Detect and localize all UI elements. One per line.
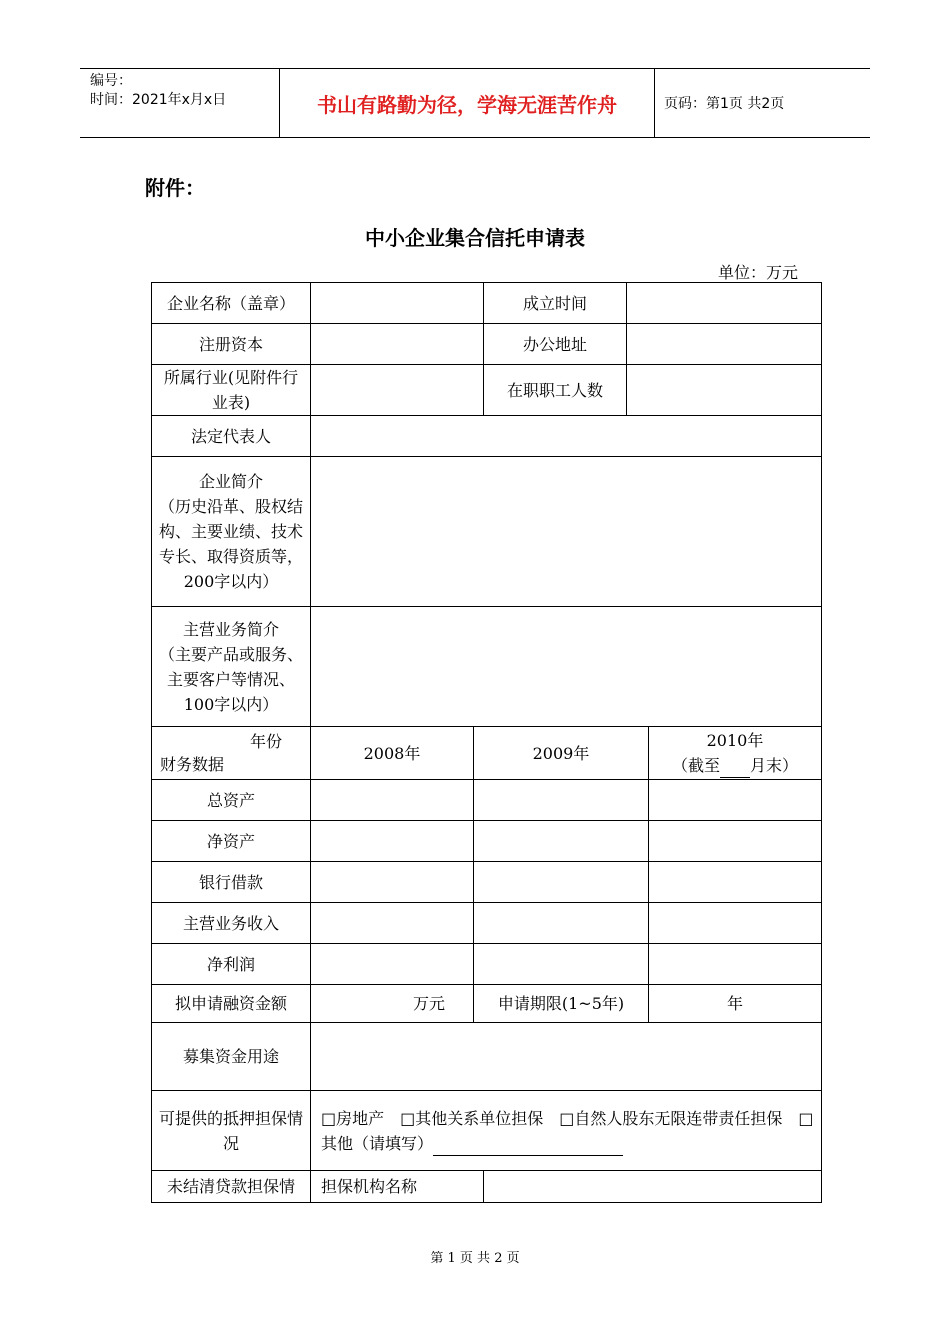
cell-2010[interactable] bbox=[649, 862, 822, 903]
form-title: 中小企业集合信托申请表 bbox=[365, 226, 585, 250]
label-reg-capital: 注册资本 bbox=[152, 324, 311, 365]
wan-yuan-unit: 万元 bbox=[412, 994, 445, 1013]
cell-2010[interactable] bbox=[649, 944, 822, 985]
cell-2010[interactable] bbox=[649, 903, 822, 944]
label-legal-rep: 法定代表人 bbox=[152, 416, 311, 457]
field-guarantor[interactable] bbox=[484, 1171, 822, 1203]
time-label: 时间：2021年x月x日 bbox=[90, 92, 227, 108]
field-business-profile[interactable] bbox=[311, 607, 822, 727]
row-label-net-assets: 净资产 bbox=[152, 821, 311, 862]
field-industry[interactable] bbox=[311, 365, 484, 416]
month-blank[interactable] bbox=[720, 759, 750, 778]
year-2010-label: 2010年 bbox=[706, 731, 764, 750]
label-industry: 所属行业(见附件行业表) bbox=[152, 365, 311, 416]
page-footer: 第 1 页 共 2 页 bbox=[430, 1251, 520, 1266]
note-prefix: （截至 bbox=[671, 756, 720, 775]
year-2010-note bbox=[653, 753, 817, 778]
application-form bbox=[151, 282, 822, 1203]
field-company-name[interactable] bbox=[311, 283, 484, 324]
field-founded[interactable] bbox=[627, 283, 822, 324]
number-label: 编号： bbox=[90, 73, 132, 89]
business-desc: （主要产品或服务、主要客户等情况、100字以内） bbox=[158, 644, 303, 714]
label-company-profile bbox=[152, 457, 311, 607]
year-unit: 年 bbox=[726, 994, 743, 1013]
label-guarantor: 担保机构名称 bbox=[311, 1171, 484, 1203]
label-collateral: 可提供的抵押担保情况 bbox=[152, 1091, 311, 1171]
cell-2009[interactable] bbox=[474, 821, 649, 862]
financial-header-cell bbox=[152, 727, 311, 780]
label-fund-use: 募集资金用途 bbox=[152, 1023, 311, 1091]
field-office-address[interactable] bbox=[627, 324, 822, 365]
cell-2008[interactable] bbox=[311, 903, 474, 944]
profile-desc: （历史沿革、股权结构、主要业绩、技术专长、取得资质等，200字以内） bbox=[158, 497, 303, 591]
label-outstanding-loans: 未结清贷款担保情 bbox=[152, 1171, 311, 1203]
cell-2008[interactable] bbox=[311, 862, 474, 903]
cell-2009[interactable] bbox=[474, 944, 649, 985]
header-page-info: 页码：第1页 共2页 bbox=[664, 96, 785, 112]
field-legal-rep[interactable] bbox=[311, 416, 822, 457]
field-reg-capital[interactable] bbox=[311, 324, 484, 365]
attachment-label: 附件： bbox=[145, 176, 205, 200]
year-header-label: 年份 bbox=[249, 732, 282, 751]
collateral-options-text: □房地产 □其他关系单位担保 □自然人股东无限连带责任担保 □其他（请填写） bbox=[321, 1108, 814, 1153]
field-fund-use[interactable] bbox=[311, 1023, 822, 1091]
label-business-profile bbox=[152, 607, 311, 727]
cell-2009[interactable] bbox=[474, 862, 649, 903]
page-header bbox=[80, 68, 870, 138]
year-2010 bbox=[649, 727, 822, 780]
cell-2008[interactable] bbox=[311, 821, 474, 862]
cell-2008[interactable] bbox=[311, 944, 474, 985]
unit-label: 单位：万元 bbox=[718, 263, 799, 282]
header-meta bbox=[80, 69, 280, 137]
row-label-net-profit: 净利润 bbox=[152, 944, 311, 985]
field-term[interactable] bbox=[649, 985, 822, 1023]
field-company-profile[interactable] bbox=[311, 457, 822, 607]
label-company-name: 企业名称（盖章） bbox=[152, 283, 311, 324]
label-term: 申请期限(1~5年) bbox=[474, 985, 649, 1023]
cell-2010[interactable] bbox=[649, 821, 822, 862]
label-employees: 在职职工人数 bbox=[484, 365, 627, 416]
row-label-bank-loans: 银行借款 bbox=[152, 862, 311, 903]
financial-data-label: 财务数据 bbox=[160, 755, 225, 774]
cell-2009[interactable] bbox=[474, 903, 649, 944]
label-founded: 成立时间 bbox=[484, 283, 627, 324]
row-label-total-assets: 总资产 bbox=[152, 780, 311, 821]
label-finance-amount: 拟申请融资金额 bbox=[152, 985, 311, 1023]
cell-2008[interactable] bbox=[311, 780, 474, 821]
year-2009: 2009年 bbox=[474, 727, 649, 780]
row-label-revenue: 主营业务收入 bbox=[152, 903, 311, 944]
cell-2010[interactable] bbox=[649, 780, 822, 821]
label-office-address: 办公地址 bbox=[484, 324, 627, 365]
year-2008: 2008年 bbox=[311, 727, 474, 780]
business-title: 主营业务简介 bbox=[182, 619, 279, 639]
field-finance-amount[interactable] bbox=[311, 985, 474, 1023]
other-fill-line[interactable] bbox=[433, 1137, 623, 1156]
note-suffix: 月末） bbox=[750, 756, 799, 775]
profile-title: 企业简介 bbox=[198, 472, 263, 491]
field-employees[interactable] bbox=[627, 365, 822, 416]
collateral-options[interactable] bbox=[311, 1091, 822, 1171]
cell-2009[interactable] bbox=[474, 780, 649, 821]
header-motto: 书山有路勤为径，学海无涯苦作舟 bbox=[280, 69, 655, 137]
